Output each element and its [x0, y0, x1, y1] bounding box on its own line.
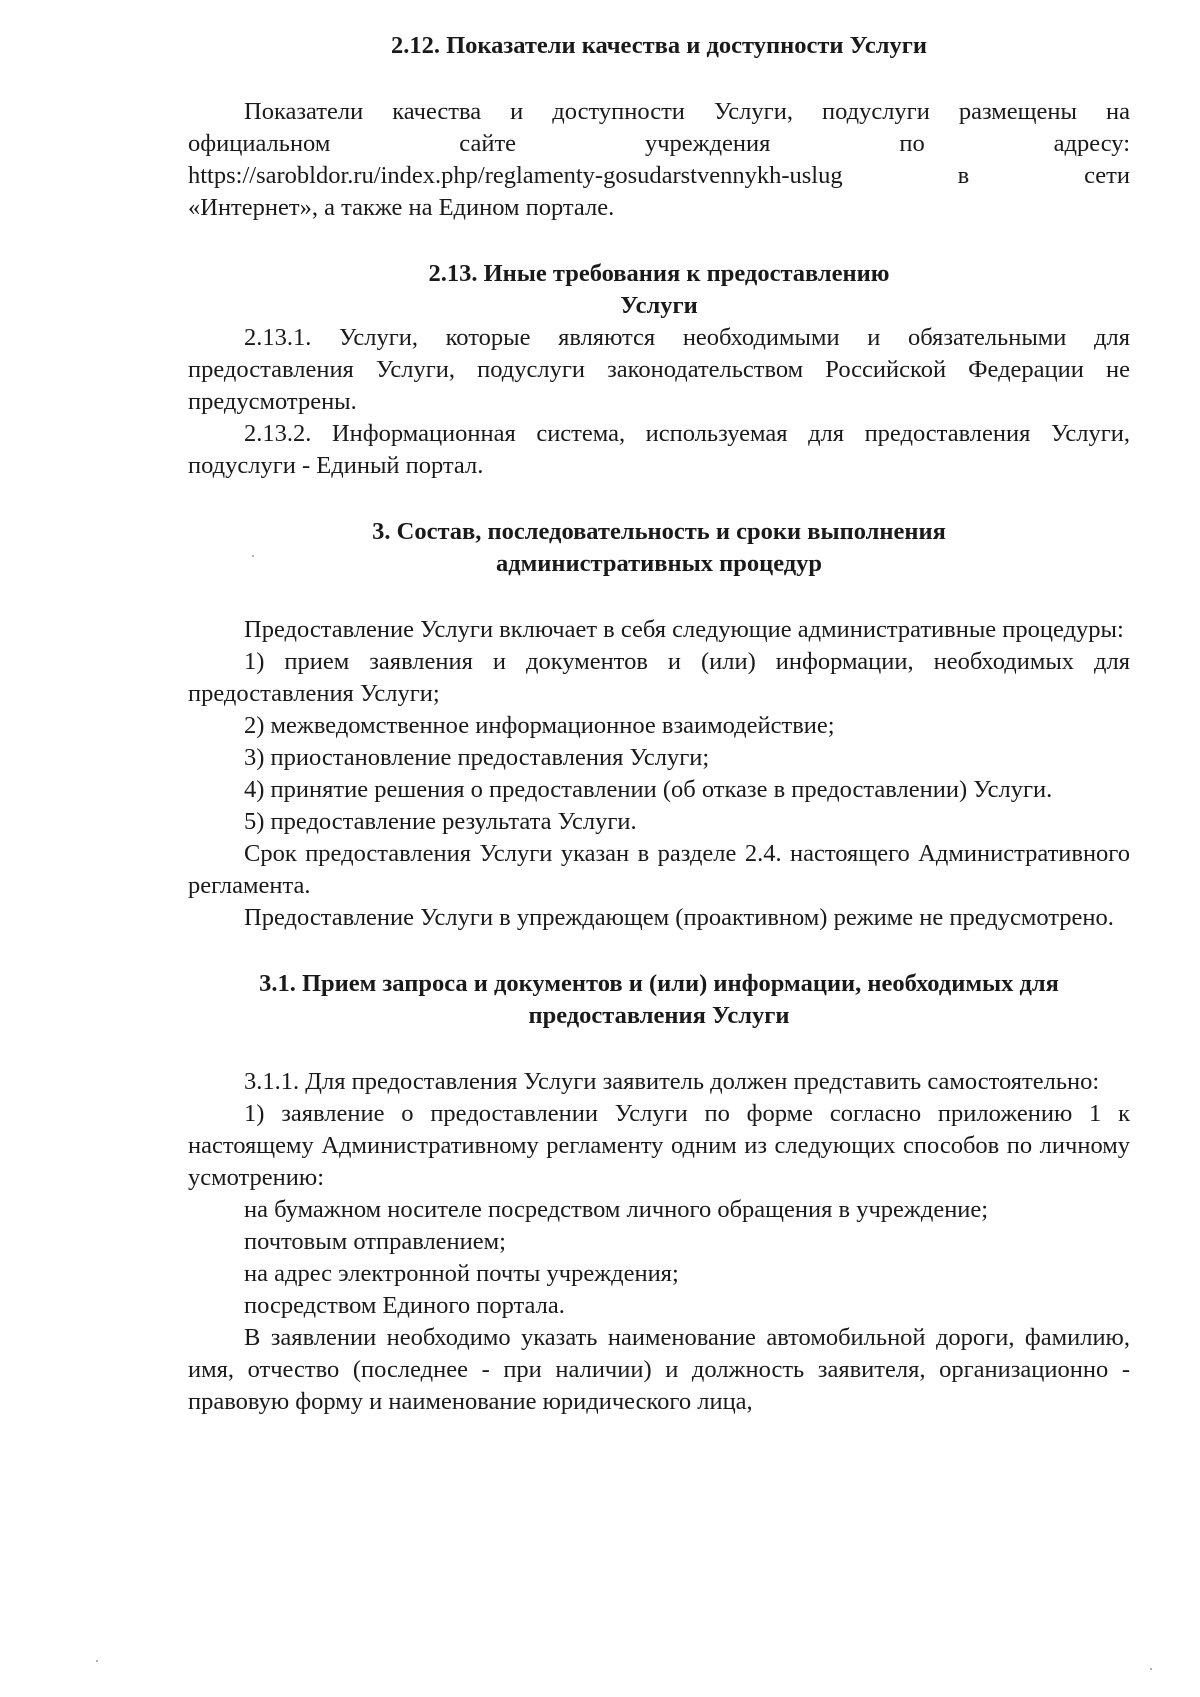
requirements-paragraph: В заявлении необходимо указать наименование автомобильной дороги, фамилию, имя, отчество (последнее - при наличии) и должность заявителя, организационно - правовую форму и наименование юридического лица, [188, 1324, 1130, 1415]
word: официальном [188, 130, 331, 157]
url-line [188, 160, 1130, 192]
method-item: почтовым отправлением; [244, 1228, 506, 1255]
site-url: https://sarobldor.ru/index.php/reglamenty-gosudarstvennykh-uslug [188, 162, 843, 189]
word: учреждения [644, 130, 771, 157]
section-2-13-heading: 2.13. Иные требования к предоставлению [428, 260, 890, 287]
method-item: посредством Единого портала. [244, 1292, 565, 1319]
list-item: 3) приостановление предоставления Услуги; [244, 744, 710, 771]
list-item: 4) принятие решения о предоставлении (об отказе в предоставлении) Услуги. [244, 776, 1053, 803]
scan-speck [1150, 1668, 1152, 1670]
section-2-13-heading-cont: Услуги [620, 292, 698, 319]
method-item: на адрес электронной почты учреждения; [244, 1260, 679, 1287]
section-3-intro: Предоставление Услуги включает в себя следующие административные процедуры: [244, 616, 1124, 643]
method-item: на бумажном носителе посредством личного обращения в учреждение; [244, 1196, 989, 1223]
document-page [188, 30, 1130, 1418]
list-item: 2) межведомственное информационное взаимодействие; [244, 712, 835, 739]
term-paragraph: Срок предоставления Услуги указан в разделе 2.4. настоящего Административного регламента. [188, 840, 1130, 899]
section-3-heading: 3. Состав, последовательность и сроки выполнения [372, 518, 946, 545]
section-2-12-heading: 2.12. Показатели качества и доступности Услуги [390, 32, 928, 59]
list-item: 1) прием заявления и документов и (или) информации, необходимых для предоставления Услуги; [188, 648, 1130, 707]
word: по [899, 130, 925, 157]
paragraph-line: Показатели качества и доступности Услуги, подуслуги размещены на [244, 98, 1130, 125]
paragraph-3-1-1: 3.1.1. Для предоставления Услуги заявитель должен представить самостоятельно: [244, 1068, 1100, 1095]
section-3-1-heading-cont: предоставления Услуги [528, 1002, 790, 1029]
paragraph-2-13-1: 2.13.1. Услуги, которые являются необходимыми и обязательными для предоставления Услуги, подуслуги законодательством Российской Федерации не предусмотрены. [188, 324, 1130, 415]
paragraph-line: «Интернет», а также на Едином портале. [188, 194, 615, 221]
section-3-1-heading: 3.1. Прием запроса и документов и (или) информации, необходимых для [259, 970, 1059, 997]
section-2-12-paragraph [188, 96, 1130, 224]
paragraph-2-13-2: 2.13.2. Информационная система, используемая для предоставления Услуги, подуслуги - Единый портал. [188, 420, 1130, 479]
list-item: 5) предоставление результата Услуги. [244, 808, 637, 835]
word: в [957, 162, 970, 189]
scan-speck [96, 1660, 98, 1662]
word: сети [1084, 162, 1130, 189]
proactive-paragraph: Предоставление Услуги в упреждающем (проактивном) режиме не предусмотрено. [244, 904, 1114, 931]
scan-speck [252, 555, 254, 557]
application-paragraph: 1) заявление о предоставлении Услуги по форме согласно приложению 1 к настоящему Административному регламенту одним из следующих способов по личному усмотрению: [188, 1100, 1130, 1191]
section-3-heading-cont: административных процедур [495, 550, 823, 577]
paragraph-line [188, 128, 1130, 160]
word: сайте [459, 130, 517, 157]
word: адресу: [1053, 130, 1130, 157]
